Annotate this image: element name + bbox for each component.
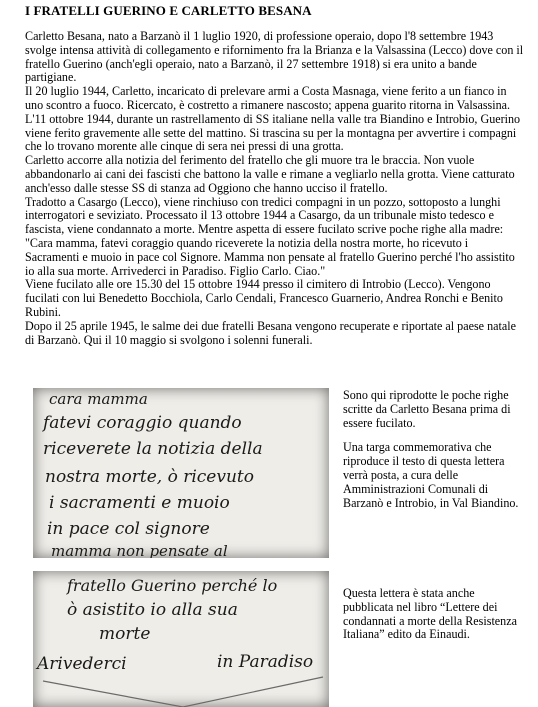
caption-1-text-2: Una targa commemorativa che riproduce il testo di questa lettera verrà posta, a cura delle Amministrazioni Comunali di Barzanò e Introbio, in Val Biandino.	[343, 440, 519, 510]
paragraph-6: Viene fucilato alle ore 15.30 del 15 ottobre 1944 presso il cimitero di Introbio (Lecco). Vengono fucilati con lui Benedetto Bocchiola, Carlo Cendali, Francesco Guarnerio, Andrea Ronchi e Benito Rubini.	[25, 277, 503, 319]
paragraph-5: Tradotto a Casargo (Lecco), viene rinchiuso con tredici compagni in un pozzo, sottoposto a lunghi interrogatori e seviziato. Processato il 13 ottobre 1944 a Casargo, da un tribunale misto tedesco e fascista, viene condannato a morte. Mentre aspetta di essere fucilato scrive poche righe alla madre: "Cara mamma, fatevi coraggio quando riceverete la notizia della nostra morte, ho ricevuto i Sacramenti e muoio in pace col Signore. Mamma non pensate al fratello Guerino perché l'ho assistito io alla sua morte. Arrivederci in Paradiso. Figlio Carlo. Ciao."	[25, 194, 515, 278]
paragraph-3: L'11 ottobre 1944, durante un rastrellamento di SS italiane nella valle tra Biandino e Introbio, Guerino viene ferito gravemente alle sette del mattino. Si trascina su per la montagna per avvertire i compagni che lo trovano morente alle cinque di sera nei pressi di una grotta.	[25, 111, 521, 154]
letter2-line: ò asistito io alla sua	[67, 600, 238, 620]
letter2-line: morte	[99, 624, 151, 644]
letter2-line: in Paradiso	[217, 652, 314, 672]
letter1-line: in pace col signore	[47, 519, 210, 539]
envelope-fold-line	[43, 677, 323, 707]
letter-photo-1-image	[33, 388, 329, 558]
letter1-line: riceverete la notizia della	[43, 439, 263, 459]
letter-photo-1	[33, 388, 329, 558]
letter-photo-2-image	[33, 571, 329, 707]
page-title: I FRATELLI GUERINO E CARLETTO BESANA	[25, 3, 312, 18]
letter-caption-2	[343, 587, 523, 653]
letter-photo-2	[33, 571, 329, 707]
letter1-line: cara mamma	[49, 390, 148, 408]
letter1-line: i sacramenti e muoio	[49, 493, 230, 513]
letter1-line: mamma non pensate al	[51, 542, 228, 558]
paragraph-7: Dopo il 25 aprile 1945, le salme dei due fratelli Besana vengono recuperate e riportate al paese natale di Barzanò. Qui il 10 maggio si svolgono i solenni funerali.	[25, 318, 516, 347]
paragraph-4: Carletto accorre alla notizia del ferimento del fratello che gli muore tra le braccia. Non vuole abbandonarlo ai cani dei fascisti che battono la valle e rimane a vegliarlo nella grotta. Viene catturato anch'esso dalle stesse SS di stanza ad Oggiono che hanno ucciso il fratello.	[25, 153, 515, 195]
paragraph-2: Il 20 luglio 1944, Carletto, incaricato di prelevare armi a Costa Masnaga, viene ferito a un fianco in uno scontro a fuoco. Ricercato, è costretto a rimanere nascosto; appena guarito ritorna in Valsassina.	[25, 84, 511, 112]
letter2-line: fratello Guerino perché lo	[67, 576, 278, 595]
paragraph-1: Carletto Besana, nato a Barzanò il 1 luglio 1920, di professione operaio, dopo l'8 settembre 1943 svolge intensa attività di collegamento e rifornimento fra la Brianza e la Valsassina (Lecco) dove con il fratello Guerino (anch'egli operaio, nato a Barzanò, il 27 settembre 1918) si era unito a bande partigiane.	[25, 29, 524, 85]
caption-1-text-1: Sono qui riprodotte le poche righe scritte da Carletto Besana prima di essere fucilato.	[343, 388, 511, 430]
letter1-line: fatevi coraggio quando	[43, 413, 242, 433]
letter1-line: nostra morte, ò ricevuto	[45, 467, 254, 487]
caption-2-text-1: Questa lettera è stata anche pubblicata nel libro “Lettere dei condannati a morte della Resistenza Italiana” edito da Einaudi.	[343, 586, 517, 642]
article-body	[25, 30, 525, 347]
letter2-line: Arivederci	[37, 654, 127, 674]
letter-caption-1	[343, 389, 523, 521]
